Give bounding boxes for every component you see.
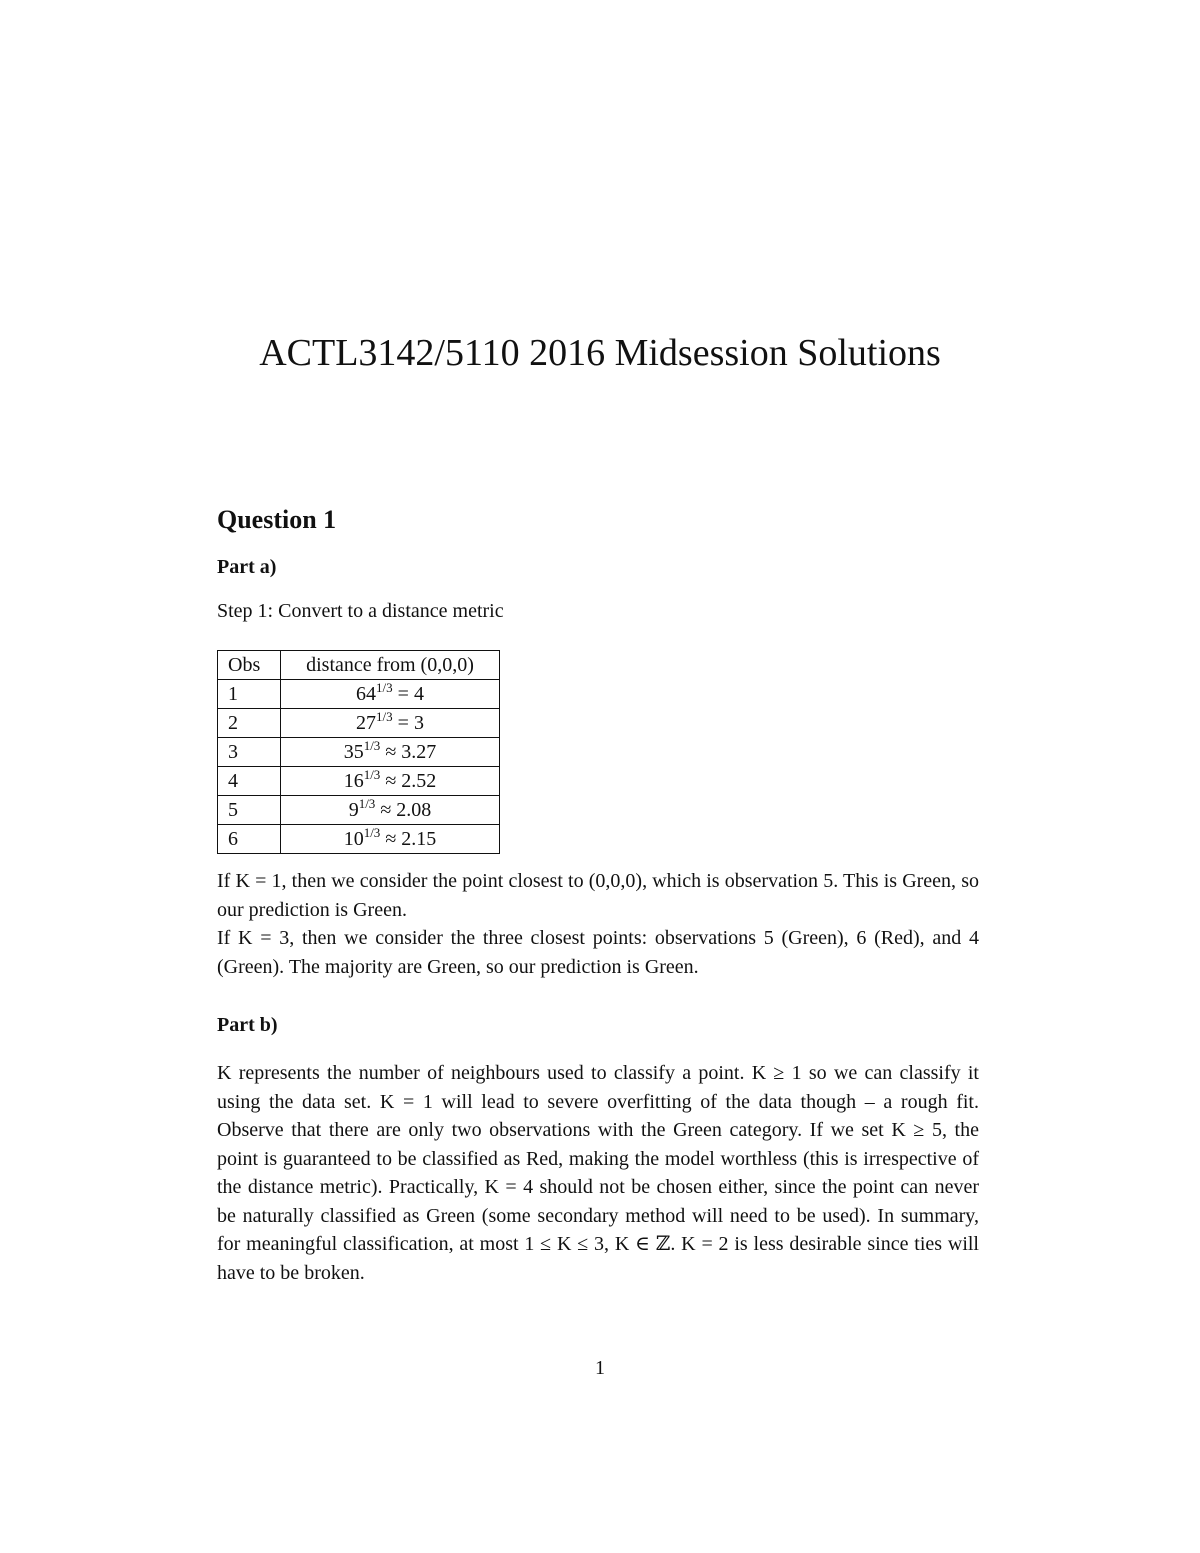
obs-cell: 2 <box>218 709 281 738</box>
document-title: ACTL3142/5110 2016 Midsession Solutions <box>259 332 941 374</box>
table-row <box>218 709 500 738</box>
distance-exponent: 1/3 <box>363 766 381 782</box>
paragraph-k3: If K = 3, then we consider the three closest points: observations 5 (Green), 6 (Red), and 4 (Green). The majority are Green, so our prediction is Green. <box>217 927 979 978</box>
table-row <box>218 825 500 854</box>
distance-result: ≈ 2.15 <box>385 827 437 850</box>
table-row <box>218 738 500 767</box>
obs-cell: 5 <box>218 796 281 825</box>
distance-result: = 3 <box>397 711 424 734</box>
part-a-heading: Part a) <box>217 556 277 578</box>
header-distance: distance from (0,0,0) <box>281 651 500 680</box>
step-1-text: Step 1: Convert to a distance metric <box>217 600 504 622</box>
distance-exponent: 1/3 <box>363 737 381 753</box>
obs-cell: 1 <box>218 680 281 709</box>
paragraph-k1: If K = 1, then we consider the point closest to (0,0,0), which is observation 5. This is Green, so our prediction is Green. <box>217 870 979 921</box>
table-row <box>218 680 500 709</box>
distance-result: ≈ 3.27 <box>385 740 437 763</box>
distance-cell <box>281 796 500 825</box>
distance-base: 10 <box>343 827 364 850</box>
distance-base: 16 <box>343 769 364 792</box>
distance-exponent: 1/3 <box>376 708 393 724</box>
distance-cell <box>281 680 500 709</box>
page-number: 1 <box>595 1357 605 1379</box>
paragraph-part-b: K represents the number of neighbours used to classify a point. K ≥ 1 so we can classify it using the data set. K = 1 will lead to severe overfitting of the data though – a rough fit. Observe that there are only two observations with the Green category. If we set K ≥ 5, the point is guaranteed to be classified as Red, making the model worthless (this is irrespective of the distance metric). Practically, K = 4 should not be chosen either, since the point can never be naturally classified as Green (some secondary method will need to be used). In summary, for meaningful classification, at most 1 ≤ K ≤ 3, K ∈ ℤ. K = 2 is less desirable since ties will have to be broken. <box>217 1062 979 1284</box>
distance-result: ≈ 2.52 <box>385 769 437 792</box>
distance-result: = 4 <box>397 682 424 705</box>
distance-base: 27 <box>356 711 377 734</box>
distance-exponent: 1/3 <box>363 824 381 840</box>
part-b-heading: Part b) <box>217 1014 278 1036</box>
question-1-heading: Question 1 <box>217 505 337 534</box>
distance-cell <box>281 738 500 767</box>
distance-base: 9 <box>348 798 359 821</box>
distance-exponent: 1/3 <box>358 795 376 811</box>
obs-cell: 4 <box>218 767 281 796</box>
table-row <box>218 767 500 796</box>
header-obs: Obs <box>218 651 281 680</box>
distance-cell <box>281 709 500 738</box>
table-row <box>218 796 500 825</box>
obs-cell: 6 <box>218 825 281 854</box>
distance-result: ≈ 2.08 <box>380 798 432 821</box>
distance-exponent: 1/3 <box>376 679 393 695</box>
distance-base: 35 <box>343 740 364 763</box>
distance-table <box>217 650 500 854</box>
table-header-row <box>218 651 500 680</box>
obs-cell: 3 <box>218 738 281 767</box>
distance-cell <box>281 825 500 854</box>
distance-cell <box>281 767 500 796</box>
distance-base: 64 <box>356 682 377 705</box>
